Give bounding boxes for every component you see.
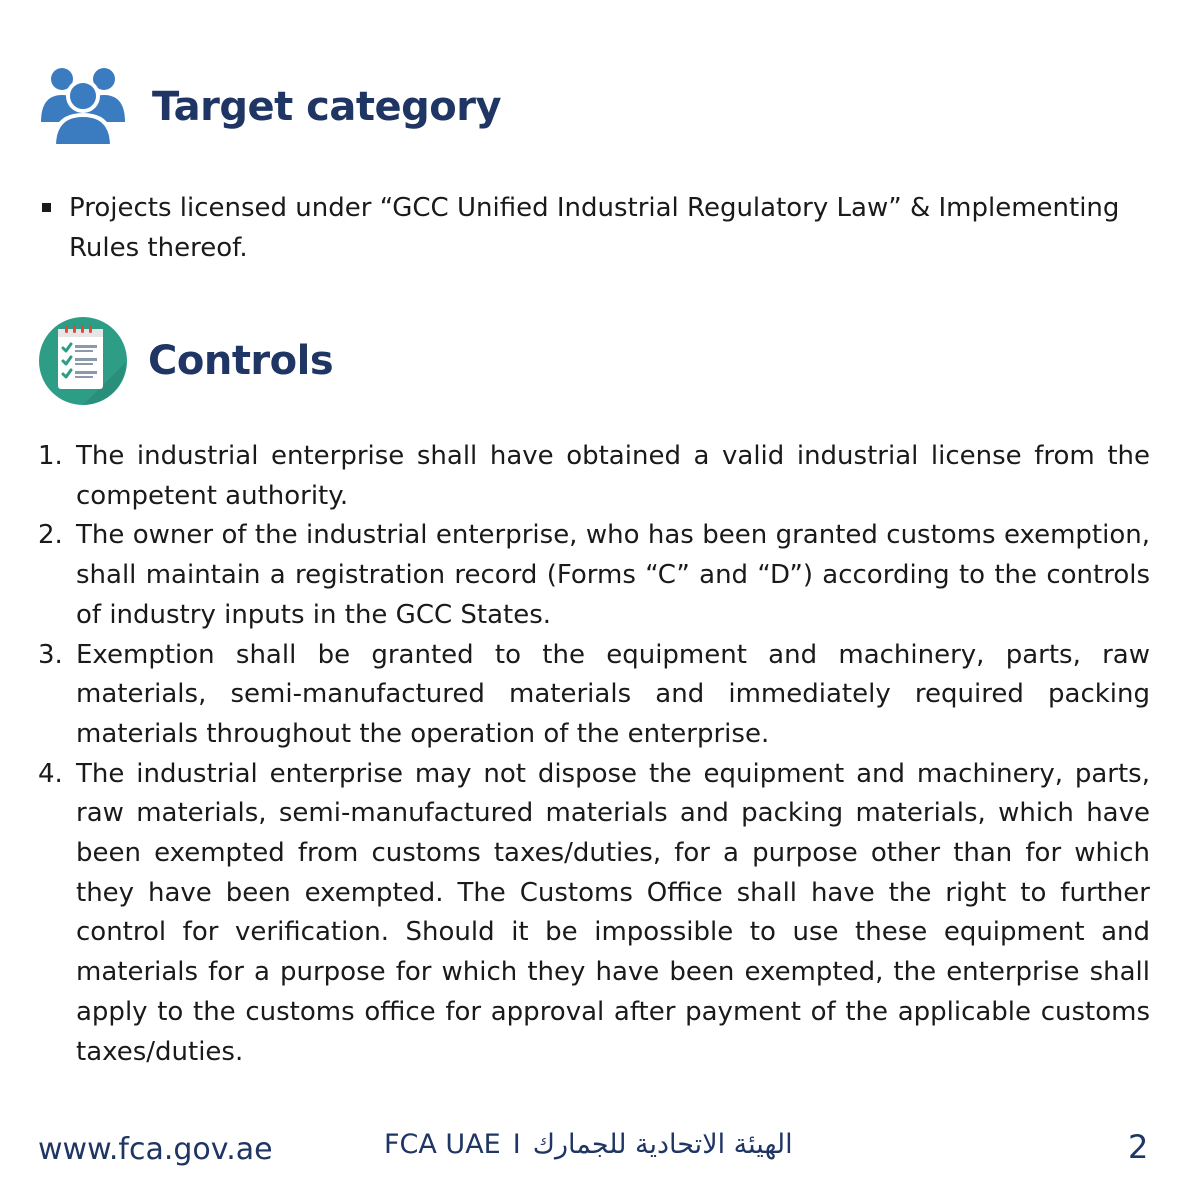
controls-header — [38, 316, 333, 406]
page-number: 2 — [1128, 1128, 1149, 1166]
list-item-text: The industrial enterprise shall have obtained a valid industrial license from the competent authority. — [76, 441, 1150, 511]
controls-title: Controls — [148, 338, 334, 384]
square-bullet-icon — [42, 203, 51, 212]
list-item-number: 4. — [38, 758, 63, 789]
list-item — [38, 755, 1150, 1073]
list-item-number: 2. — [38, 520, 63, 551]
org-name-english: FCA UAE — [384, 1129, 501, 1160]
list-item-number: 3. — [38, 639, 63, 670]
list-item — [38, 437, 1150, 516]
list-item-text: The industrial enterprise may not dispose the equipment and machinery, parts, raw materials, semi-manufactured materials and packing materials, which have been exempted from customs taxes/duties, for a purpose other than for which they have been exempted. The Customs Office shall have the right to further control for verification. Should it be impossible to use these equipment and materials for a purpose for which they have been exempted, the enterprise shall apply to the customs office for approval after payment of the applicable customs taxes/duties. — [76, 758, 1150, 1067]
page-footer — [0, 1126, 1187, 1176]
list-item — [38, 516, 1150, 635]
target-category-title: Target category — [152, 84, 502, 130]
website-link[interactable]: www.fca.gov.ae — [38, 1132, 273, 1167]
list-item — [38, 188, 1150, 268]
people-group-icon — [38, 62, 128, 152]
footer-separator: I — [512, 1129, 521, 1160]
footer-organization — [384, 1129, 793, 1160]
list-item-text: Exemption shall be granted to the equipment and machinery, parts, raw materials, semi-manufactured materials and immediately required packing materials throughout the operation of the enterprise. — [76, 639, 1150, 749]
target-category-header — [38, 62, 501, 152]
org-name-arabic: الهيئة الاتحادية للجمارك — [532, 1129, 793, 1160]
list-item-number: 1. — [38, 441, 63, 471]
list-item-text: Projects licensed under “GCC Unified Industrial Regulatory Law” & Implementing Rules thereof. — [69, 193, 1120, 263]
list-item-text: The owner of the industrial enterprise, who has been granted customs exemption, shall maintain a registration record (Forms “C” and “D”) according to the controls of industry inputs in the GCC States. — [76, 520, 1150, 630]
controls-list — [38, 437, 1150, 1072]
list-item — [38, 636, 1150, 755]
checklist-icon — [38, 316, 128, 406]
target-category-list — [38, 188, 1150, 268]
